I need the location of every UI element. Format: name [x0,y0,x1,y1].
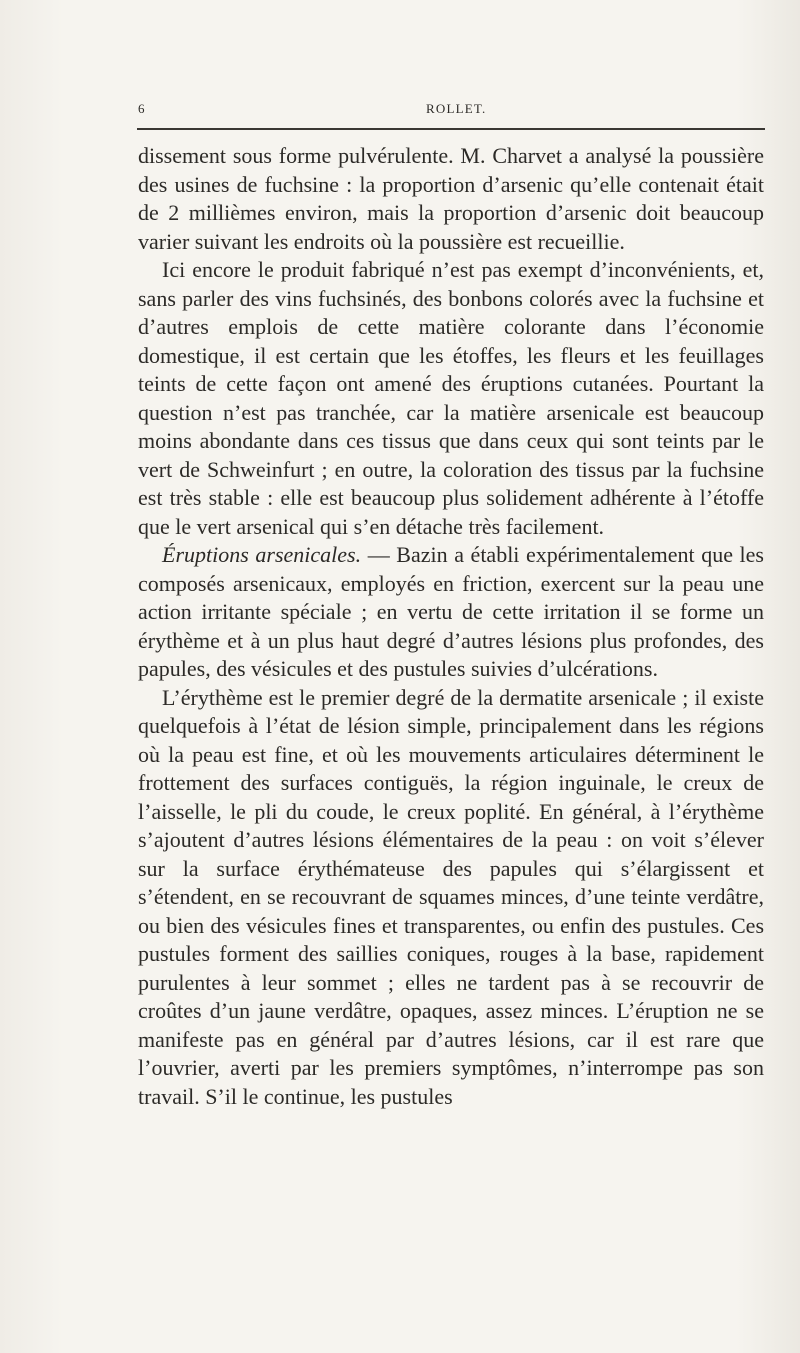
header-rule [137,128,765,130]
paragraph-fuchsine: Ici encore le produit fabriqué n’est pas exempt d’inconvénients, et, sans parler des vins fuchsinés, des bonbons colorés avec la fuchsine et d’autres emplois de cette matière colorante dans l’économie domestique, il est certain que les étoffes, les fleurs et les feuillages teints de cette façon ont amené des éruptions cutanées. Pourtant la question n’est pas tranchée, car la matière arsenicale est beaucoup moins abondante dans ces tissus que dans ceux qui sont teints par le vert de Schweinfurt ; en outre, la coloration des tissus par la fuchsine est très stable : elle est beaucoup plus solidement adhérente à l’étoffe que le vert arsenical qui s’en détache très facilement. [138,257,764,539]
page-number: 6 [138,101,146,116]
paragraph-continuation: dissement sous forme pulvérulente. M. Charvet a analysé la poussière des usines de fuchsine : la proportion d’arsenic qu’elle contenait était de 2 millièmes environ, mais la proportion d’arsenic doit beaucoup varier suivant les endroits où la poussière est recueillie. [138,143,764,254]
paragraph-eruptions [138,541,764,684]
paragraph-eruptions-text: — Bazin a établi expérimentalement que les composés arsenicaux, employés en friction, exercent sur la peau une action irritante spéciale ; en vertu de cette irritation il se forme un érythème et à un plus haut degré d’autres lésions plus profondes, des papules, des vésicules et des pustules suivies d’ulcérations. [138,542,764,681]
paragraph-erytheme: L’érythème est le premier degré de la dermatite arsenicale ; il existe quelquefois à l’état de lésion simple, principalement dans les régions où la peau est fine, et où les mouvements articulaires déterminent le frottement des surfaces contiguës, la région inguinale, le creux de l’aisselle, le pli du coude, le creux poplité. En général, à l’érythème s’ajoutent d’autres lésions élémentaires de la peau : on voit s’élever sur la surface érythémateuse des papules qui s’élargissent et s’étendent, en se recouvrant de squames minces, d’une teinte verdâtre, ou bien des vésicules fines et transparentes, ou enfin des pustules. Ces pustules forment des saillies coniques, rouges à la base, rapidement purulentes à leur sommet ; elles ne tardent pas à se recouvrir de croûtes d’un jaune verdâtre, opaques, assez minces. L’éruption ne se manifeste pas en général par d’autres lésions, car il est rare que l’ouvrier, averti par les premiers symptômes, n’interrompe pas son travail. S’il le continue, les pustules [138,684,764,1109]
section-heading: Éruptions arsenicales. [162,542,362,567]
page-header [138,101,764,125]
body-text [138,142,764,1111]
running-head: ROLLET. [426,101,487,116]
